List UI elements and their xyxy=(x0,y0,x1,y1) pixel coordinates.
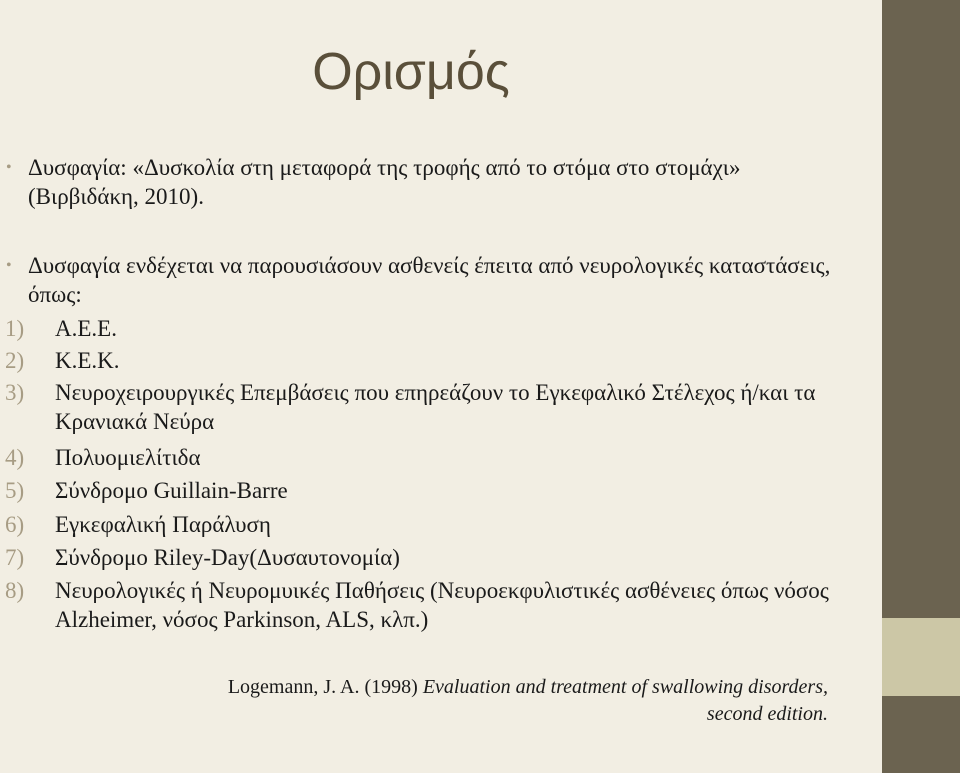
reference-authors: Logemann, J. A. (1998) xyxy=(227,676,423,698)
list-number: 7) xyxy=(5,545,25,570)
reference-title-part-2: second edition. xyxy=(706,703,828,725)
list-number: 3) xyxy=(5,380,25,405)
reference-line-1 xyxy=(68,674,828,701)
list-text: Σύνδρομο Riley-Day(Δυσαυτονομία) xyxy=(55,545,400,570)
list-text: Νευροχειρουργικές Επεμβάσεις που επηρεάζουν το Εγκεφαλικό Στέλεχος ή/και τα Κρανιακά Νεύρα xyxy=(55,380,816,434)
list-number: 8) xyxy=(5,578,25,603)
slide-title-text: Ορισμός xyxy=(312,43,510,101)
bullet-1 xyxy=(6,153,848,211)
bullet-2 xyxy=(6,251,848,309)
slide-title xyxy=(0,36,882,108)
list-text: Νευρολογικές ή Νευρομυικές Παθήσεις (Νευροεκφυλιστικές ασθένειες όπως νόσος Alzheimer, νόσος Parkinson, ALS, κλπ.) xyxy=(55,578,829,632)
list-text: Πολυομιελίτιδα xyxy=(55,445,201,470)
list-text: Κ.Ε.Κ. xyxy=(55,348,120,373)
list-number: 4) xyxy=(5,445,25,470)
bullet-dot: • xyxy=(6,159,12,176)
list-text: Σύνδρομο Guillain-Barre xyxy=(55,478,288,503)
bullet-dot: • xyxy=(6,257,12,274)
reference-title-part-1: Evaluation and treatment of swallowing disorders, xyxy=(422,676,828,698)
list-number: 6) xyxy=(5,512,25,537)
sidebar-block-middle xyxy=(882,618,960,696)
list-number: 1) xyxy=(5,316,25,341)
bullet-2-text: Δυσφαγία ενδέχεται να παρουσιάσουν ασθενείς έπειτα από νευρολογικές καταστάσεις, όπως: xyxy=(28,253,831,307)
list-number: 5) xyxy=(5,478,25,503)
sidebar-block-bottom xyxy=(882,696,960,773)
decorative-sidebar xyxy=(882,0,960,773)
bullet-1-text: Δυσφαγία: «Δυσκολία στη μεταφορά της τροφής από το στόμα στο στομάχι» (Βιρβιδάκη, 2010). xyxy=(28,155,741,209)
list-text: Α.Ε.Ε. xyxy=(55,316,117,341)
reference-line-2 xyxy=(68,701,828,728)
list-number: 2) xyxy=(5,348,25,373)
list-text: Εγκεφαλική Παράλυση xyxy=(55,512,271,537)
sidebar-block-top xyxy=(882,0,960,618)
